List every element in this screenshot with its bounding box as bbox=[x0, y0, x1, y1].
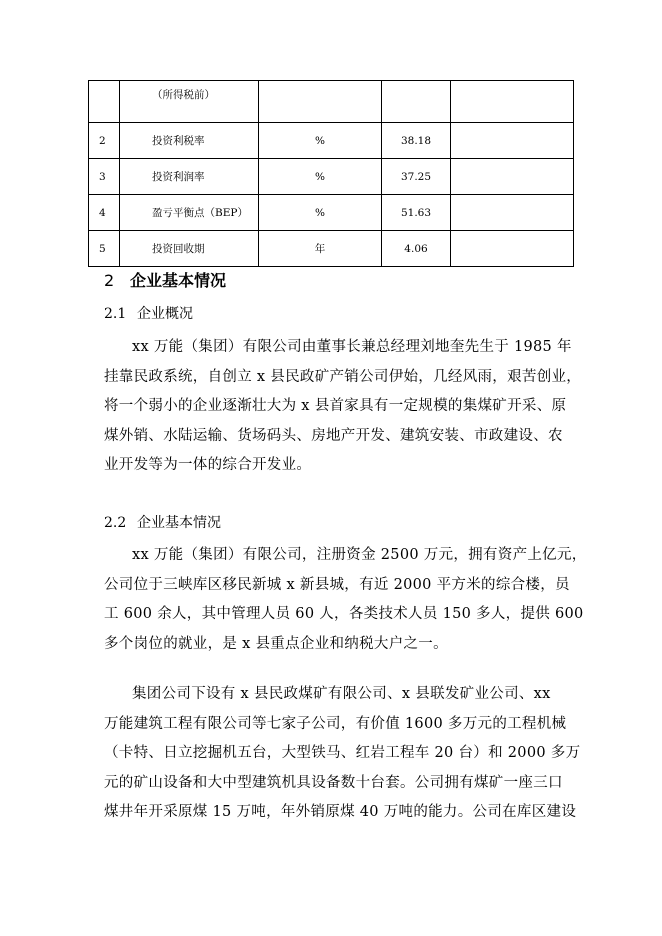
unit-cell: % bbox=[259, 195, 382, 231]
table-row bbox=[89, 123, 574, 159]
subsection-heading-2-1 bbox=[104, 303, 193, 323]
section-heading-2 bbox=[104, 268, 226, 291]
text-line: 工 600 余人，其中管理人员 60 人，各类技术人员 150 多人，提供 600 bbox=[104, 606, 584, 622]
note-cell bbox=[451, 81, 574, 123]
text-line: 煤井年开采原煤 15 万吨，年外销原煤 40 万吨的能力。公司在库区建设 bbox=[104, 804, 577, 820]
paragraph-company-overview bbox=[104, 333, 594, 481]
indicator-name-cell: 投资利税率 bbox=[120, 123, 259, 159]
text-line: 元的矿山设备和大中型建筑机具设备数十台套。公司拥有煤矿一座三口 bbox=[104, 774, 563, 791]
value-cell: 4.06 bbox=[382, 231, 451, 267]
text-line: xx 万能（集团）有限公司，注册资金 2500 万元，拥有资产上亿元， bbox=[132, 547, 587, 563]
row-number-cell bbox=[89, 81, 120, 123]
table-row bbox=[89, 159, 574, 195]
table-row bbox=[89, 195, 574, 231]
value-cell: 38.18 bbox=[382, 123, 451, 159]
unit-cell: 年 bbox=[259, 231, 382, 267]
text-line: 集团公司下设有 x 县民政煤矿有限公司、x 县联发矿业公司、xx bbox=[132, 686, 551, 702]
table-row bbox=[89, 231, 574, 267]
row-number-cell: 3 bbox=[89, 159, 120, 195]
text-line: 煤外销、水陆运输、货场码头、房地产开发、建筑安装、市政建设、农 bbox=[104, 427, 563, 444]
text-line: 公司位于三峡库区移民新城 x 新县城，有近 2000 平方米的综合楼，员 bbox=[104, 576, 570, 593]
subsection-heading-2-2 bbox=[104, 512, 221, 532]
subsection-number: 2.1 bbox=[104, 306, 127, 322]
text-line: 业开发等为一体的综合开发业。 bbox=[104, 457, 312, 473]
row-number-cell: 2 bbox=[89, 123, 120, 159]
section-title: 企业基本情况 bbox=[130, 271, 227, 290]
subsection-title: 企业概况 bbox=[137, 306, 193, 322]
indicator-name-cell: 投资回收期 bbox=[120, 231, 259, 267]
subsection-title: 企业基本情况 bbox=[137, 515, 221, 531]
text-line: 挂靠民政系统，自创立 x 县民政矿产销公司伊始，几经风雨，艰苦创业， bbox=[104, 368, 582, 385]
unit-cell: % bbox=[259, 123, 382, 159]
text-line: （卡特、日立挖掘机五台，大型铁马、红岩工程车 20 台）和 2000 多万 bbox=[104, 745, 581, 761]
paragraph-subsidiaries bbox=[104, 680, 594, 828]
value-cell bbox=[382, 81, 451, 123]
note-cell bbox=[451, 123, 574, 159]
text-line: 将一个弱小的企业逐渐壮大为 x 县首家具有一定规模的集煤矿开采、原 bbox=[104, 398, 567, 414]
note-cell bbox=[451, 231, 574, 267]
unit-cell bbox=[259, 81, 382, 123]
indicator-name-cell: （所得税前） bbox=[120, 81, 259, 123]
value-cell: 37.25 bbox=[382, 159, 451, 195]
indicator-name-cell: 盈亏平衡点（BEP） bbox=[120, 195, 259, 231]
paragraph-basic-info bbox=[104, 541, 594, 659]
text-line: xx 万能（集团）有限公司由董事长兼总经理刘地奎先生于 1985 年 bbox=[132, 339, 572, 355]
note-cell bbox=[451, 159, 574, 195]
indicator-name-cell: 投资利润率 bbox=[120, 159, 259, 195]
subsection-number: 2.2 bbox=[104, 515, 127, 531]
indicator-table-body bbox=[89, 81, 574, 267]
section-number: 2 bbox=[104, 271, 115, 290]
row-number-cell: 5 bbox=[89, 231, 120, 267]
text-line: 万能建筑工程有限公司等七家子公司，有价值 1600 多万元的工程机械 bbox=[104, 715, 567, 732]
table-row bbox=[89, 81, 574, 123]
text-line: 多个岗位的就业，是 x 县重点企业和纳税大户之一。 bbox=[104, 635, 448, 652]
indicator-table bbox=[88, 80, 574, 267]
row-number-cell: 4 bbox=[89, 195, 120, 231]
note-cell bbox=[451, 195, 574, 231]
value-cell: 51.63 bbox=[382, 195, 451, 231]
unit-cell: % bbox=[259, 159, 382, 195]
